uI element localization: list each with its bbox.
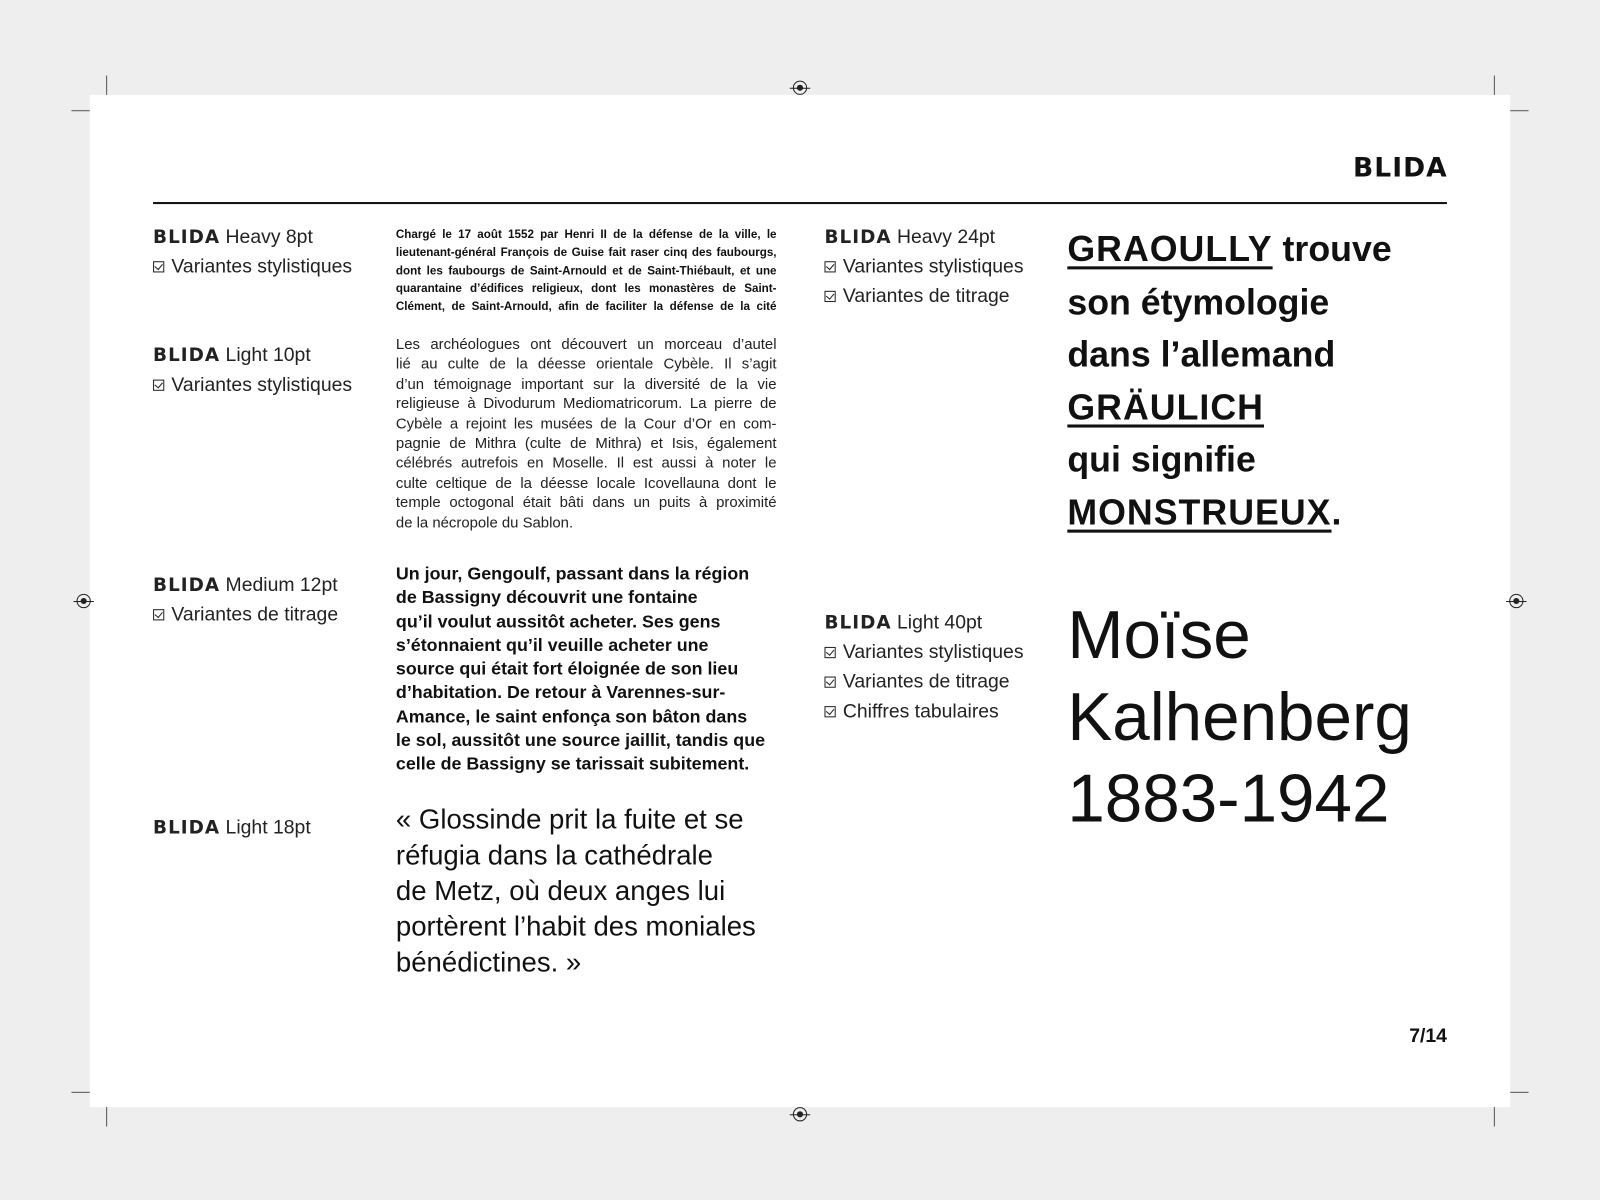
registration-mark-icon [793,81,807,95]
display-text: trouve [1272,229,1392,270]
feature-option [153,252,352,282]
page-number: 7/14 [1409,1025,1447,1047]
checkbox-checked-icon [153,261,164,272]
registration-mark-icon [1509,594,1523,608]
display-text: qui signifie [1067,439,1256,480]
text-line: Chargé le 17 août 1552 par Henri II de la défense de la ville, le [395,228,777,241]
feature-label: Variantes de titrage [171,604,339,626]
text-line: Les archéologues ont découvert un morceau d’autel [395,336,777,354]
text-line [1067,434,1391,487]
text-line [1067,276,1391,329]
text-line [1067,486,1391,539]
font-name: BLIDA [153,344,221,367]
text-line: Cybèle a rejoint les musées de la Cour d’Or en com- [395,415,777,433]
text-line [1067,329,1391,382]
text-line [1067,381,1391,434]
spec-light-10 [153,341,352,400]
font-name: BLIDA [153,226,221,248]
text-line: source qui était fort éloignée de son lieu [395,658,739,679]
text-line: lieutenant-général François de Guise fait raser cinq des faubourgs, [395,246,777,259]
font-style: Heavy 8pt [225,226,313,248]
font-name: BLIDA [153,817,221,839]
text-line: Un jour, Gengoulf, passant dans la région [395,563,750,584]
sample-text-light-10 [396,336,777,534]
text-line: dont les faubourgs de Saint-Arnould et de Saint-Thiébault, et une [395,264,777,278]
font-name: BLIDA [824,226,892,248]
text-line: célébrés autrefois en Moselle. Il est aussi à noter le [395,455,777,472]
text-line: 1883-1942 [1067,760,1390,836]
text-line: bénédictines. » [395,946,582,978]
spec-medium-12 [153,570,338,629]
text-line: quarantaine d’édifices religieux, dont les monastères de Saint- [395,283,777,296]
font-style: Light 10pt [225,344,311,367]
display-text: son étymologie [1067,282,1330,322]
checkbox-checked-icon [824,291,835,302]
spec-light-40 [824,608,1023,726]
feature-option [824,282,1023,312]
registration-mark-icon [77,594,91,608]
display-text: dans l’allemand [1067,334,1336,375]
font-style: Heavy 24pt [896,226,996,248]
checkbox-checked-icon [824,677,835,688]
feature-option [153,600,338,630]
text-line: pagnie de Mithra (culte de Mithra) et Isis, également [395,435,777,453]
sample-text-heavy-24 [1067,223,1391,538]
header-rule [153,202,1447,204]
spec-heavy-24 [824,222,1023,311]
display-word: GRAOULLY [1067,229,1273,270]
text-line: Moïse [1067,596,1251,673]
text-line: Clément, de Saint-Arnould, afin de faciliter la défense de la cité [395,301,777,314]
checkbox-checked-icon [824,261,835,272]
text-line: de la nécropole du Sablon. [395,514,574,532]
checkbox-checked-icon [824,706,835,717]
feature-label: Variantes stylistiques [842,641,1024,664]
feature-label: Variantes de titrage [842,285,1010,308]
display-word: GRÄULICH [1067,387,1264,428]
text-line: s’étonnaient qu’il veuille acheter une [395,634,709,655]
font-style: Light 40pt [896,612,983,634]
feature-option [824,667,1023,697]
spec-light-18 [153,813,311,843]
feature-label: Variantes de titrage [842,671,1010,693]
font-style: Light 18pt [225,817,311,839]
feature-label: Variantes stylistiques [171,374,353,396]
display-text: . [1331,492,1342,533]
sample-text-heavy-8 [396,227,777,318]
sample-text-medium-12 [396,562,784,776]
feature-label: Variantes stylistiques [842,256,1024,278]
text-line: « Glossinde prit la fuite et se [395,804,744,835]
text-line: culte celtique de la déesse locale Icovellauna dont le [395,475,777,492]
sample-text-light-40 [1067,594,1411,839]
font-name: BLIDA [153,574,221,596]
feature-label: Variantes stylistiques [171,256,353,278]
text-line: Amance, le saint enfonça son bâton dans [395,705,748,727]
text-line: religieuse à Divodurum Mediomatricorum. La pierre de [395,396,777,413]
text-line: d’habitation. De retour à Varennes-sur- [395,682,726,703]
header-logo: BLIDA [1353,153,1448,184]
text-line: temple octogonal était bâti dans un puits à proximité [395,495,777,512]
font-style: Medium 12pt [225,574,338,596]
registration-mark-icon [793,1107,807,1121]
font-name: BLIDA [824,612,892,634]
text-line: Kalhenberg [1067,678,1412,755]
spec-heavy-8 [153,222,352,281]
feature-option [824,638,1023,668]
sample-text-light-18 [396,802,794,981]
text-line: qu’il voulut aussitôt acheter. Ses gens [395,610,721,632]
feature-label: Chiffres tabulaires [842,701,999,723]
checkbox-checked-icon [153,380,164,391]
text-line: de Metz, où deux anges lui [395,875,726,907]
text-line: le sol, aussitôt une source jaillit, tandis que [395,729,766,751]
display-word: MONSTRUEUX [1067,492,1332,533]
text-line: lié au culte de la déesse orientale Cybèle. Il s’agit [395,356,777,373]
checkbox-checked-icon [824,647,835,658]
feature-option [824,252,1023,282]
feature-option [153,370,352,400]
text-line: de Bassigny découvrit une fontaine [395,587,698,608]
checkbox-checked-icon [153,609,164,620]
text-line: d’un témoignage important sur la diversité de la vie [395,376,777,393]
text-line: réfugia dans la cathédrale [395,839,713,871]
text-line [1067,223,1391,276]
text-line: celle de Bassigny se tarissait subitement. [395,753,750,774]
text-line: portèrent l’habit des moniales [395,911,756,942]
feature-option [824,697,1023,727]
